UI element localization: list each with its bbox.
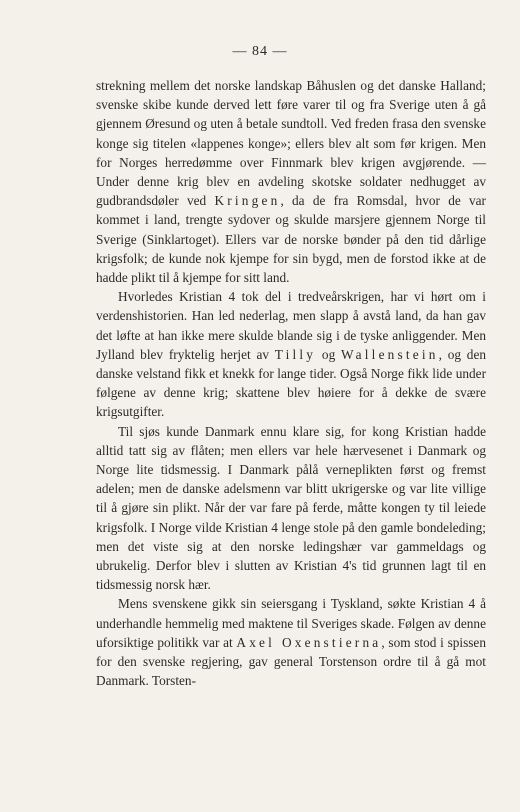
spaced-name: Kringen: [214, 193, 281, 209]
text-segment: Hvorledes Kristian 4 tok del i tredveårskrigen, har vi hørt om i verdenshistorien. Han led nederlag, men slapp å avstå land, da han gav det løfte at han ikke mere skulde blande sig i de tyske anliggender. Men Jylland blev fryktelig herjet av: [96, 289, 486, 362]
spaced-name: Wallenstein: [341, 346, 439, 362]
paragraph: [96, 287, 486, 421]
text-segment: og: [316, 346, 341, 362]
text-segment: , da de fra Romsdal, hvor de var kommet i land, trengte sydover og skulde marsjere gjennem Norge til Sverige (Sinklartoget). Ellers var de norske bønder på den tid dårlige krigsfolk; de kunde nok kjempe for sin bygd, men de forstod ikke at de hadde plikt til å kjempe for sitt land.: [96, 193, 486, 286]
paragraph: [96, 594, 486, 690]
text-segment: strekning mellem det norske landskap Båhuslen og det danske Halland; svenske skibe kunde derved lett føre varer til og fra Sverige uten å gå gjennem Øresund og uten å betale sundtoll. Ved freden frasa den svenske konge sig titelen «lappenes konge»; ellers blev alt som før krigen. Men for Norges herredømme over Finnmark blev krigen avgjørende. — Under denne krig blev en avdeling skotske soldater nedhugget av gudbrandsdøler ved: [96, 78, 486, 209]
text-segment: Mens svenskene gikk sin seiersgang i Tyskland, søkte Kristian 4 å underhandle hemmelig med maktene til Sveriges skade. Følgen av denne uforsiktige politikk var at: [96, 596, 486, 650]
spaced-name: Tilly: [274, 346, 317, 362]
text-segment: Til sjøs kunde Danmark ennu klare sig, for kong Kristian hadde alltid tatt sig av flåten; men ellers var hele hærvesenet i Danmark og Norge lite tidsmessig. I Danmark pålå verneplikten først og fremst adelen; men de danske adelsmenn var blitt ukrigerske og var lite villige til å gjøre sin plikt. Når der var fare på ferde, måtte kongen ty til leiede krigsfolk. I Norge vilde Kristian 4 lenge stole på den gamle bondeleding; men det viste sig at den norske ledingshær var gammeldags og ubrukelig. Derfor blev i slutten av Kristian 4's tid grunnen lagt til en tidsmessig norsk hær.: [96, 423, 486, 593]
spaced-name: Axel Oxenstierna: [236, 634, 382, 650]
body-text: [96, 76, 486, 691]
text-segment: , og den danske velstand fikk et knekk for lange tider. Også Norge fikk lide under følgene av denne krig; skattene blev høiere for å dekke de svære krigsutgifter.: [96, 346, 487, 420]
text-segment: , som stod i spissen for den svenske regjering, gav general Torstenson ordre til å gå mot Danmark. Torsten-: [96, 634, 486, 689]
page-number: — 84 —: [232, 44, 288, 59]
paragraph: [96, 76, 486, 287]
paragraph: [96, 422, 486, 595]
